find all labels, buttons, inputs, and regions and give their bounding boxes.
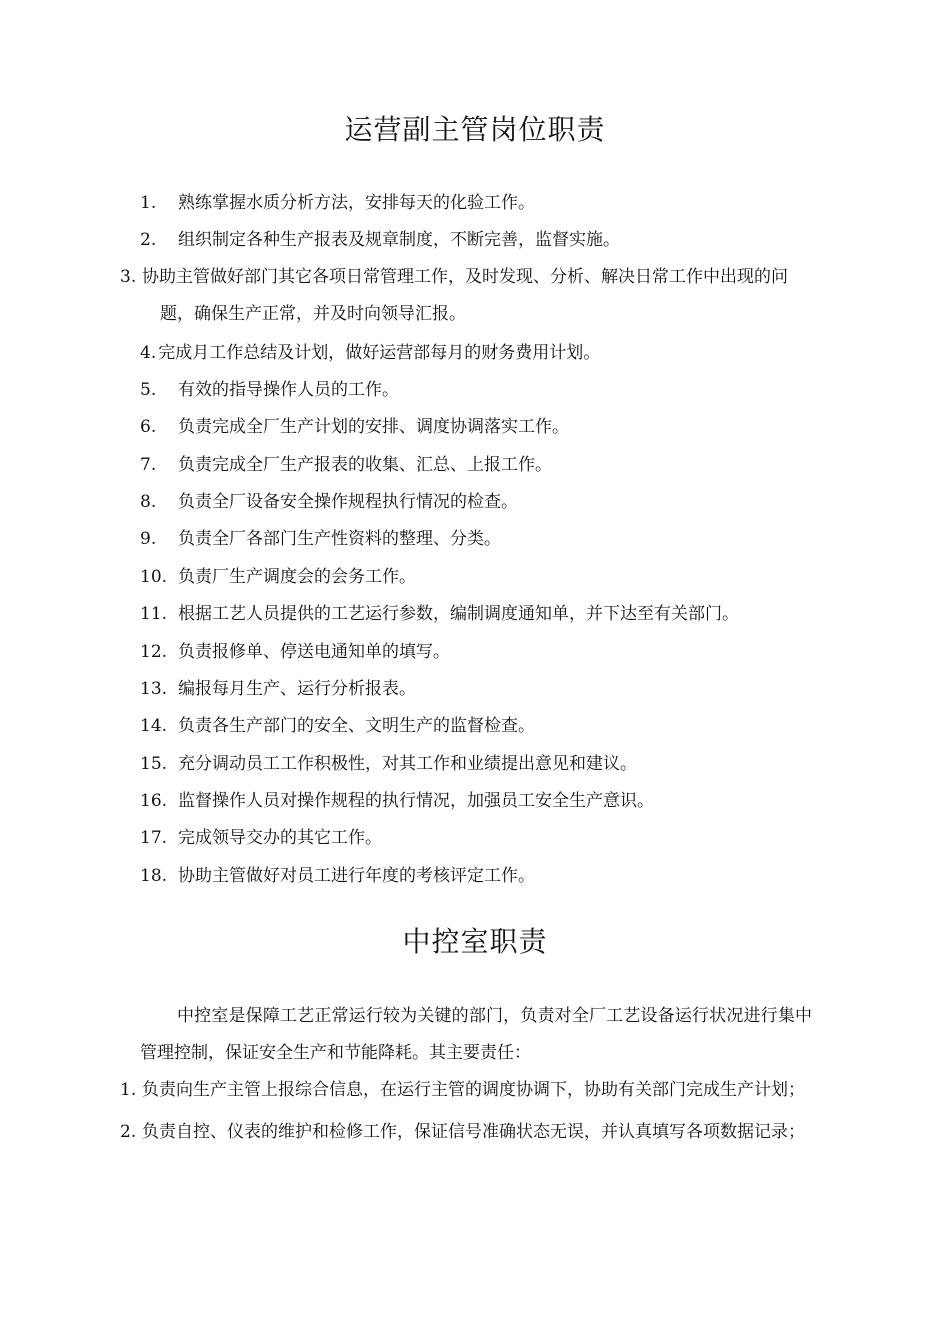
item-text: 负责全厂设备安全操作规程执行情况的检查。: [178, 491, 518, 512]
item-text: 负责全厂各部门生产性资料的整理、分类。: [178, 529, 501, 550]
item-number: 14.: [140, 716, 168, 737]
list-item: [140, 414, 820, 440]
list-item: [140, 190, 820, 216]
control-room-intro-paragraph: 中控室是保障工艺正常运行较为关键的部门，负责对全厂工艺设备运行状况进行集中管理控制，保证安全生产和节能降耗。其主要责任：: [140, 1006, 812, 1063]
item-number: 16.: [140, 791, 168, 812]
item-text: 充分调动员工工作积极性，对其工作和业绩提出意见和建议。: [178, 753, 637, 774]
item-number: 6.: [140, 417, 157, 438]
list-item: [140, 751, 820, 777]
item-text: 负责向生产主管上报综合信息，在运行主管的调度协调下，协助有关部门完成生产计划；: [142, 1080, 805, 1100]
item-text: 组织制定各种生产报表及规章制度，不断完善，监督实施。: [178, 230, 620, 251]
list-item: [140, 526, 820, 552]
section-title-vice-supervisor-duties: 运营副主管岗位职责: [344, 113, 606, 146]
item-number: 4.: [140, 342, 157, 363]
list-item: [140, 564, 820, 590]
item-text: 负责厂生产调度会的会务工作。: [178, 566, 416, 587]
item-number: 13.: [140, 678, 168, 699]
control-room-duties-list: [120, 1072, 820, 1156]
item-number: 10.: [140, 566, 168, 587]
list-item: 1. 负责向生产主管上报综合信息，在运行主管的调度协调下，协助有关部门完成生产计划；: [120, 1080, 805, 1100]
item-number: 9.: [140, 529, 157, 550]
item-number: 11.: [140, 604, 168, 625]
list-item: 3. 协助主管做好部门其它各项日常管理工作，及时发现、分析、解决日常工作中出现的问题，确保生产正常，并及时向领导汇报。: [120, 266, 788, 324]
list-item: [140, 335, 820, 372]
list-item: [140, 601, 820, 627]
vice-supervisor-duties-list: [120, 190, 820, 900]
item-text: 编报每月生产、运行分析报表。: [178, 678, 416, 699]
item-text: 根据工艺人员提供的工艺运行参数，编制调度通知单，并下达至有关部门。: [178, 604, 739, 625]
item-number: 2.: [140, 230, 157, 251]
item-text: 负责报修单、停送电通知单的填写。: [178, 641, 450, 662]
item-number: 7.: [140, 454, 157, 475]
item-text: 负责完成全厂生产报表的收集、汇总、上报工作。: [178, 454, 552, 475]
item-text: 负责完成全厂生产计划的安排、调度协调落实工作。: [178, 417, 569, 438]
item-number: 18.: [140, 865, 168, 886]
list-item: [140, 227, 820, 253]
item-text: 负责自控、仪表的维护和检修工作，保证信号准确状态无误，并认真填写各项数据记录；: [142, 1122, 805, 1142]
item-number: 5.: [140, 379, 157, 400]
list-item: [140, 676, 820, 702]
list-item: [140, 863, 820, 889]
item-number: 8.: [140, 491, 157, 512]
item-number: 15.: [140, 753, 168, 774]
item-text: 完成领导交办的其它工作。: [178, 828, 382, 849]
item-text: 完成月工作总结及计划，做好运营部每月的财务费用计划。: [158, 342, 601, 363]
list-item: 2. 负责自控、仪表的维护和检修工作，保证信号准确状态无误，并认真填写各项数据记录；: [120, 1122, 805, 1142]
item-text: 监督操作人员对操作规程的执行情况，加强员工安全生产意识。: [178, 791, 654, 812]
list-item: [140, 489, 820, 515]
item-text: 负责各生产部门的安全、文明生产的监督检查。: [178, 716, 535, 737]
section-title-control-room-duties: 中控室职责: [402, 925, 548, 958]
list-item: [140, 825, 820, 851]
item-number: 17.: [140, 828, 168, 849]
list-item: [140, 452, 820, 478]
item-text: 熟练掌握水质分析方法，安排每天的化验工作。: [178, 193, 535, 213]
list-item: [140, 377, 820, 403]
item-text: 协助主管做好部门其它各项日常管理工作，及时发现、分析、解决日常工作中出现的问题，确保生产正常，并及时向领导汇报。: [142, 266, 788, 324]
item-text: 有效的指导操作人员的工作。: [178, 379, 399, 400]
list-item: [140, 713, 820, 739]
list-item: [140, 788, 820, 814]
item-text: 协助主管做好对员工进行年度的考核评定工作。: [178, 865, 535, 886]
list-item: [140, 639, 820, 665]
item-number: 12.: [140, 641, 168, 662]
item-number: 1.: [140, 193, 157, 213]
